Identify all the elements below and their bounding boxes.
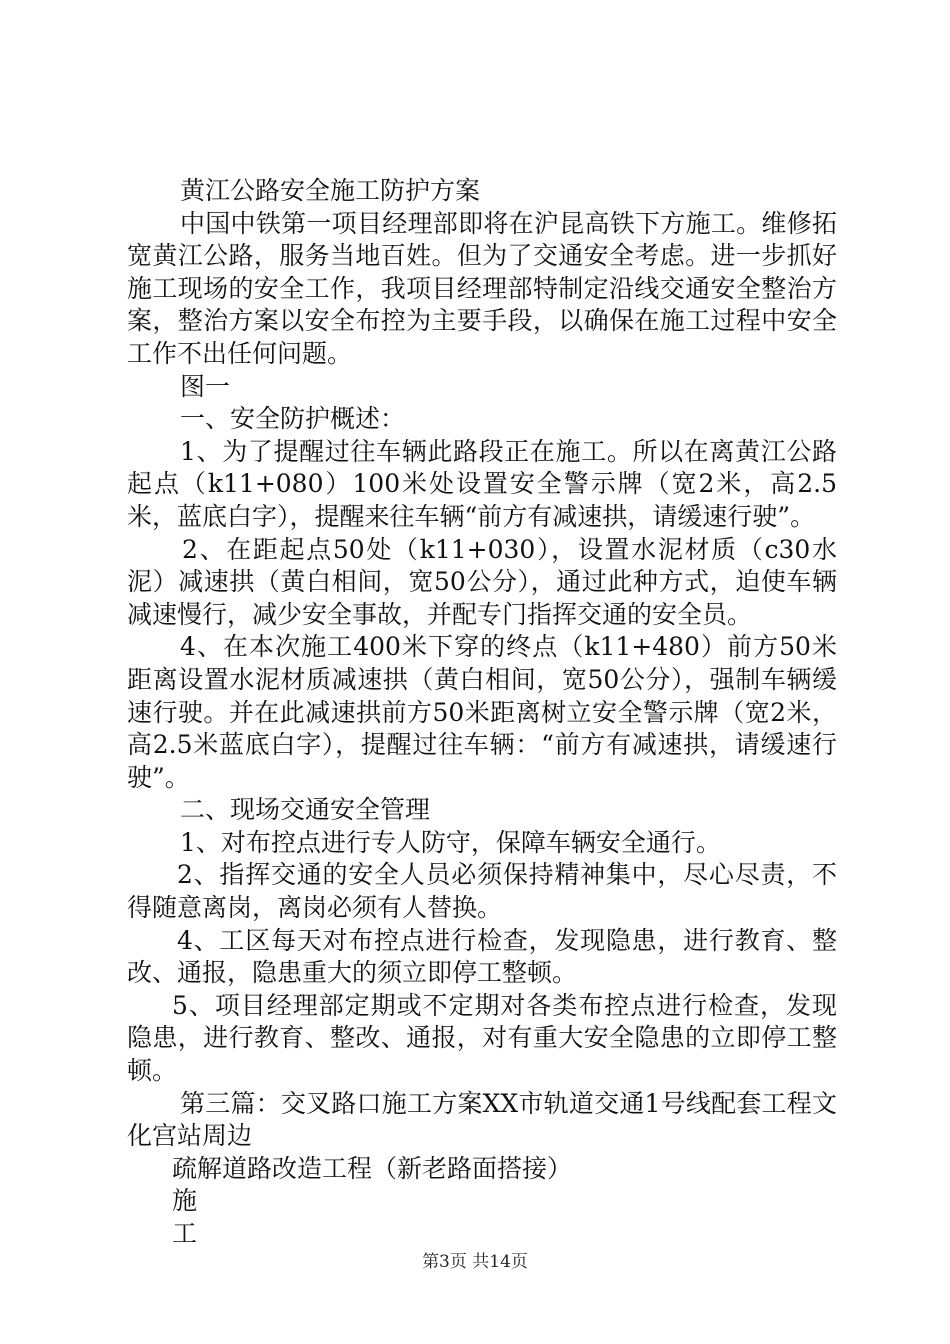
chapter-three-subtitle: 疏解道路改造工程（新老路面搭接） [172,1153,573,1183]
document-body [127,175,837,1251]
section-heading-2: 二、现场交通安全管理 [180,795,431,825]
chapter-three-line-shi: 施 [172,1186,198,1216]
paragraph-item-4: 4、在本次施工400米下穿的终点（k11+480）前方50米距离设置水泥材质减速拱（黄白相间，宽50公分），强制车辆缓速行驶。并在此减速拱前方50米距离树立安全警示牌（宽2米，高2.5米蓝底白字），提醒过往车辆：“前方有减速拱，请缓速行驶”。 [127,632,837,792]
page-number-footer: 第3页 共14页 [422,1252,528,1272]
paragraph-mgmt-4: 4、工区每天对布控点进行检查，发现隐患，进行教育、整改、通报，隐患重大的须立即停工整顿。 [127,925,837,988]
paragraph-mgmt-5: 5、项目经理部定期或不定期对各类布控点进行检查，发现隐患，进行教育、整改、通报，对有重大安全隐患的立即停工整顿。 [127,990,837,1086]
chapter-three-heading: 第三篇：交叉路口施工方案XX市轨道交通1号线配套工程文化宫站周边 [127,1088,837,1151]
figure-label: 图一 [180,371,231,401]
paragraph-intro: 中国中铁第一项目经理部即将在沪昆高铁下方施工。维修拓宽黄江公路，服务当地百姓。但为了交通安全考虑。进一步抓好施工现场的安全工作，我项目经理部特制定沿线交通安全整治方案，整治方案以安全布控为主要手段，以确保在施工过程中安全工作不出任何问题。 [127,208,837,368]
paragraph-mgmt-1: 1、对布控点进行专人防守，保障车辆安全通行。 [180,827,721,857]
paragraph-item-1: 1、为了提醒过往车辆此路段正在施工。所以在离黄江公路起点（k11+080）100米处设置安全警示牌（宽2米，高2.5米，蓝底白字），提醒来往车辆“前方有减速拱，请缓速行驶”。 [127,436,837,531]
document-title: 黄江公路安全施工防护方案 [180,176,481,205]
chapter-three-line-gong: 工 [172,1219,198,1248]
paragraph-item-2: 2、在距起点50处（k11+030），设置水泥材质（c30水泥）减速拱（黄白相间，宽50公分），通过此种方式，迫使车辆减速慢行，减少安全事故，并配专门指挥交通的安全员。 [127,534,837,629]
section-heading-1: 一、安全防护概述： [180,404,406,434]
paragraph-mgmt-2: 2、指挥交通的安全人员必须保持精神集中，尽心尽责，不得随意离岗，离岗必须有人替换。 [127,860,837,923]
